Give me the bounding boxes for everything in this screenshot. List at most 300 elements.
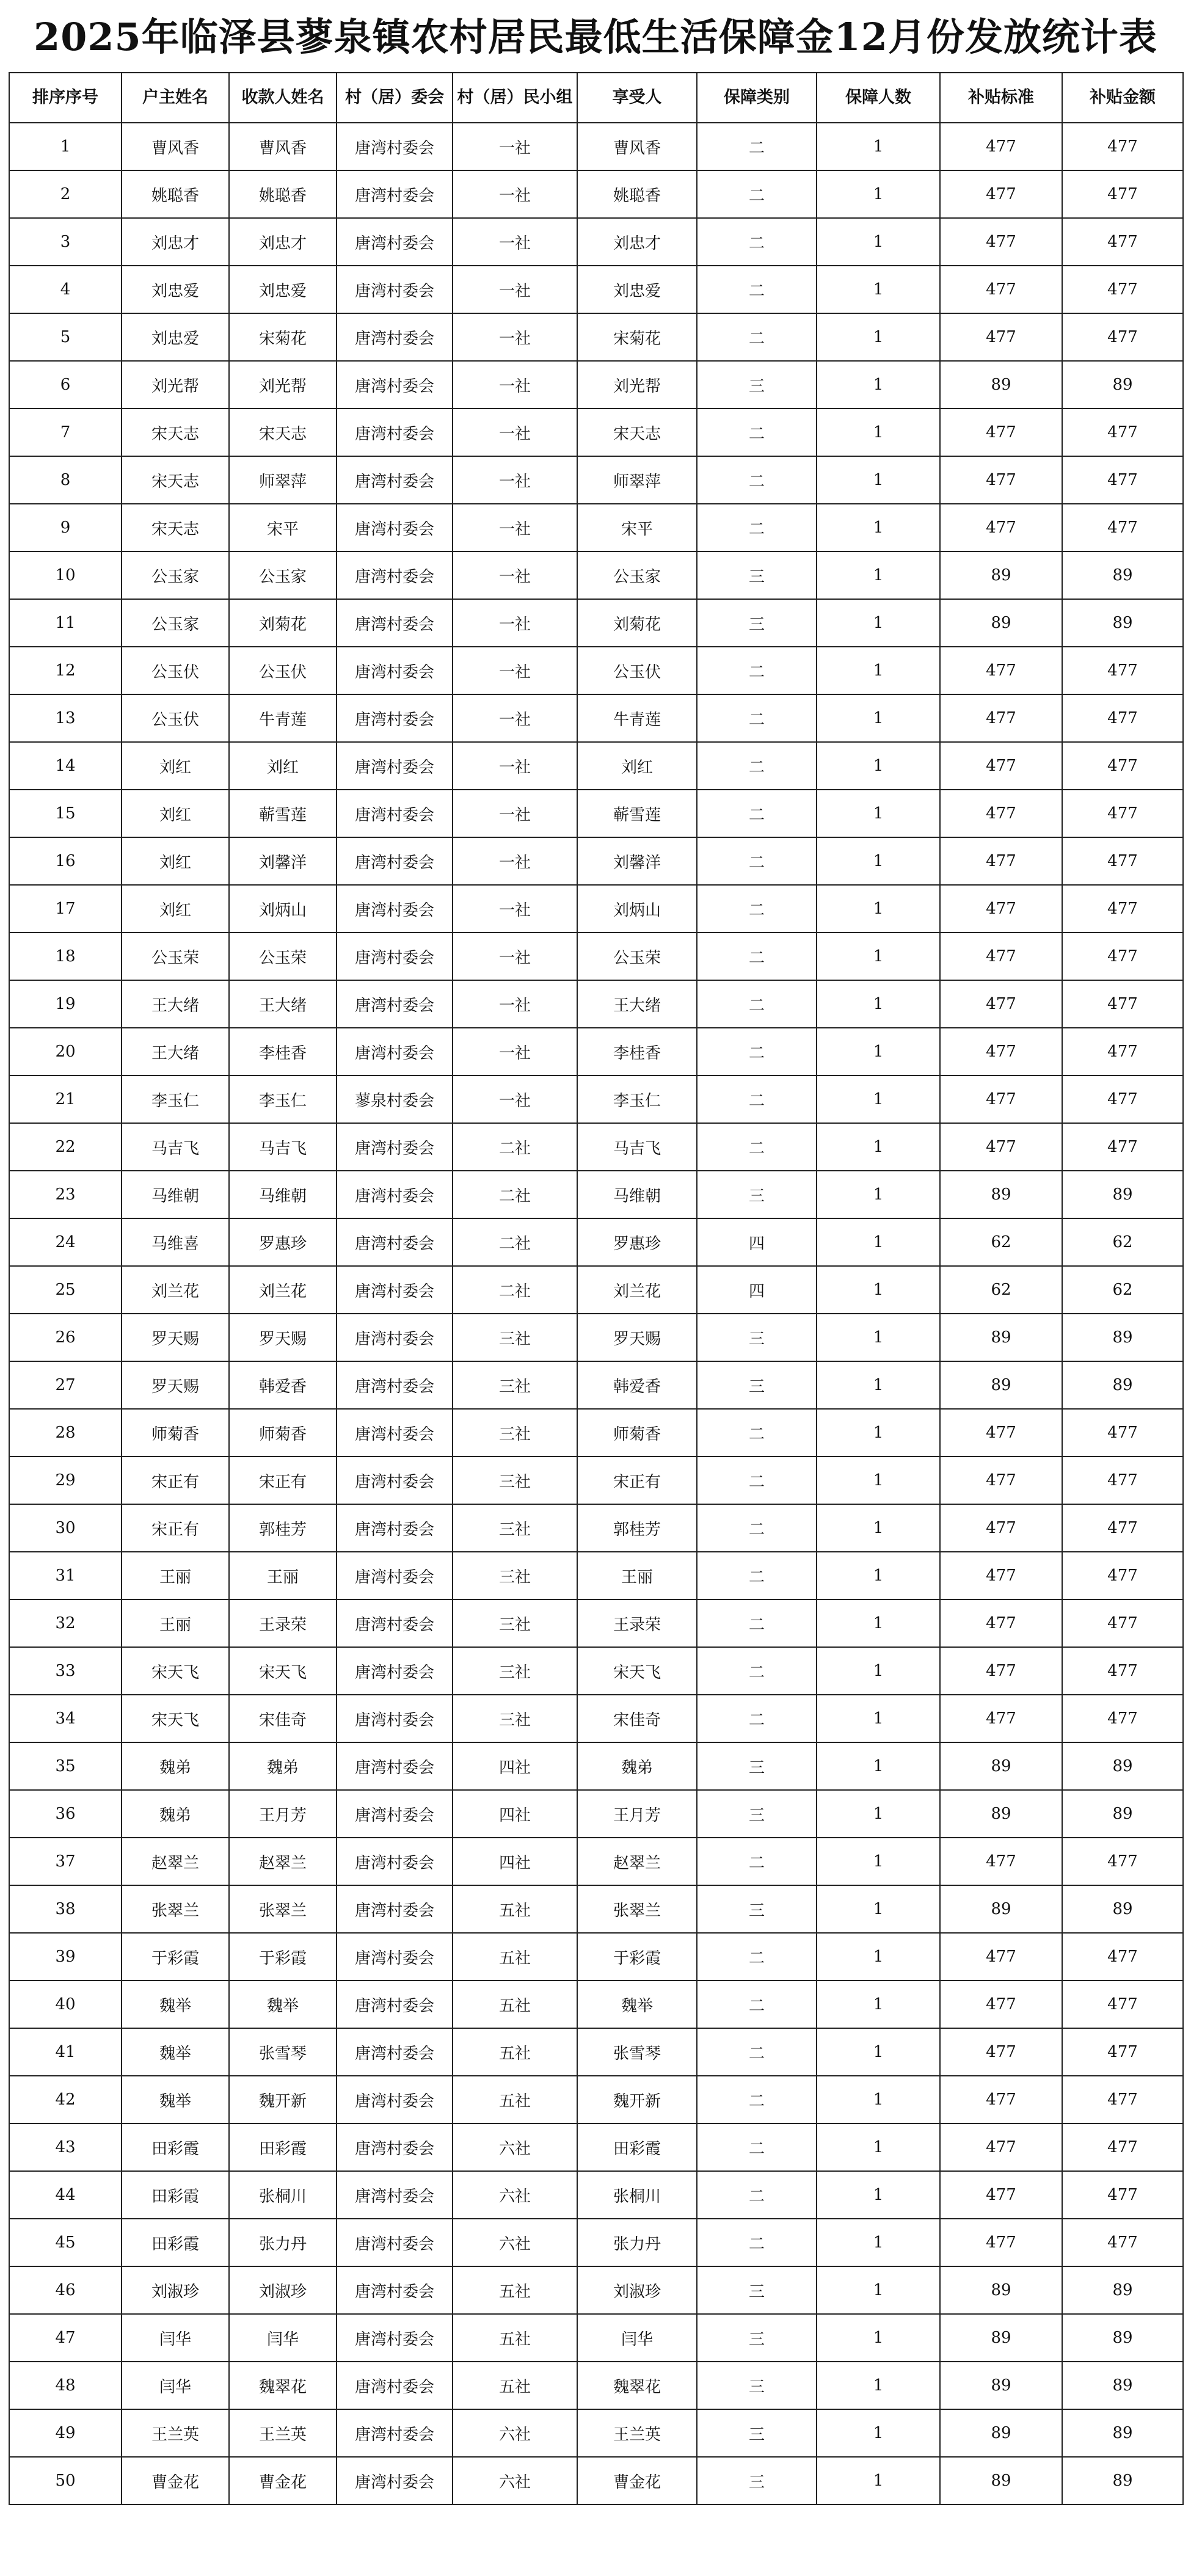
group-cell: 三社	[453, 1361, 577, 1409]
seq-cell: 22	[9, 1123, 122, 1171]
count-cell: 1	[817, 1981, 940, 2028]
payee-cell: 刘炳山	[229, 885, 337, 933]
table-row	[9, 694, 1183, 742]
count-cell: 1	[817, 2171, 940, 2219]
group-cell: 一社	[453, 837, 577, 885]
seq-cell: 19	[9, 980, 122, 1028]
beneficiary-cell: 师翠萍	[577, 456, 697, 504]
category-cell: 二	[697, 2171, 817, 2219]
payee-cell: 罗惠珍	[229, 1218, 337, 1266]
group-cell: 一社	[453, 647, 577, 694]
payee-cell: 刘忠爱	[229, 266, 337, 313]
payee-cell: 王丽	[229, 1552, 337, 1599]
count-cell: 1	[817, 742, 940, 790]
seq-cell: 14	[9, 742, 122, 790]
beneficiary-cell: 李桂香	[577, 1028, 697, 1075]
committee-cell: 唐湾村委会	[337, 1742, 453, 1790]
seq-cell: 9	[9, 504, 122, 551]
seq-cell: 45	[9, 2219, 122, 2266]
beneficiary-cell: 王丽	[577, 1552, 697, 1599]
householder-cell: 罗天赐	[122, 1361, 229, 1409]
category-cell: 二	[697, 837, 817, 885]
seq-cell: 49	[9, 2409, 122, 2457]
committee-cell: 唐湾村委会	[337, 1504, 453, 1552]
payee-cell: 师菊香	[229, 1409, 337, 1457]
group-cell: 五社	[453, 2314, 577, 2362]
amount-cell: 477	[1062, 409, 1183, 456]
payee-cell: 马吉飞	[229, 1123, 337, 1171]
category-cell: 二	[697, 313, 817, 361]
standard-cell: 477	[940, 2076, 1062, 2123]
count-cell: 1	[817, 837, 940, 885]
payee-cell: 刘忠才	[229, 218, 337, 266]
header-row	[9, 73, 1183, 123]
table-row	[9, 361, 1183, 409]
amount-cell: 477	[1062, 1028, 1183, 1075]
count-cell: 1	[817, 313, 940, 361]
standard-cell: 477	[940, 1552, 1062, 1599]
category-cell: 二	[697, 694, 817, 742]
payee-cell: 韩爱香	[229, 1361, 337, 1409]
householder-cell: 刘红	[122, 790, 229, 837]
householder-cell: 姚聪香	[122, 170, 229, 218]
group-cell: 一社	[453, 790, 577, 837]
count-cell: 1	[817, 2362, 940, 2409]
householder-cell: 魏举	[122, 2028, 229, 2076]
seq-cell: 21	[9, 1075, 122, 1123]
table-row	[9, 123, 1183, 170]
payee-cell: 张雪琴	[229, 2028, 337, 2076]
table-row	[9, 2076, 1183, 2123]
count-cell: 1	[817, 2409, 940, 2457]
group-cell: 一社	[453, 218, 577, 266]
payee-cell: 宋天飞	[229, 1647, 337, 1695]
householder-cell: 公玉伏	[122, 647, 229, 694]
amount-cell: 477	[1062, 504, 1183, 551]
header-count: 保障人数	[817, 73, 940, 123]
group-cell: 六社	[453, 2457, 577, 2505]
header-payee: 收款人姓名	[229, 73, 337, 123]
amount-cell: 477	[1062, 2076, 1183, 2123]
group-cell: 一社	[453, 313, 577, 361]
payee-cell: 曹风香	[229, 123, 337, 170]
payee-cell: 宋平	[229, 504, 337, 551]
seq-cell: 24	[9, 1218, 122, 1266]
category-cell: 二	[697, 1409, 817, 1457]
group-cell: 二社	[453, 1266, 577, 1314]
beneficiary-cell: 韩爱香	[577, 1361, 697, 1409]
payee-cell: 赵翠兰	[229, 1838, 337, 1885]
seq-cell: 46	[9, 2266, 122, 2314]
beneficiary-cell: 刘忠爱	[577, 266, 697, 313]
householder-cell: 宋正有	[122, 1457, 229, 1504]
committee-cell: 唐湾村委会	[337, 647, 453, 694]
category-cell: 三	[697, 2409, 817, 2457]
count-cell: 1	[817, 1409, 940, 1457]
householder-cell: 刘红	[122, 742, 229, 790]
group-cell: 二社	[453, 1171, 577, 1218]
seq-cell: 44	[9, 2171, 122, 2219]
amount-cell: 477	[1062, 933, 1183, 980]
payee-cell: 公玉荣	[229, 933, 337, 980]
committee-cell: 唐湾村委会	[337, 694, 453, 742]
table-row	[9, 742, 1183, 790]
table-row	[9, 980, 1183, 1028]
seq-cell: 30	[9, 1504, 122, 1552]
table-row	[9, 2123, 1183, 2171]
householder-cell: 刘红	[122, 885, 229, 933]
payee-cell: 宋正有	[229, 1457, 337, 1504]
householder-cell: 马吉飞	[122, 1123, 229, 1171]
amount-cell: 477	[1062, 2171, 1183, 2219]
seq-cell: 43	[9, 2123, 122, 2171]
amount-cell: 89	[1062, 2266, 1183, 2314]
category-cell: 三	[697, 2362, 817, 2409]
payee-cell: 蕲雪莲	[229, 790, 337, 837]
table-header	[9, 73, 1183, 123]
amount-cell: 89	[1062, 2457, 1183, 2505]
category-cell: 二	[697, 1457, 817, 1504]
group-cell: 三社	[453, 1695, 577, 1742]
amount-cell: 477	[1062, 837, 1183, 885]
table-row	[9, 1647, 1183, 1695]
payee-cell: 李桂香	[229, 1028, 337, 1075]
category-cell: 三	[697, 2266, 817, 2314]
amount-cell: 477	[1062, 694, 1183, 742]
table-row	[9, 1171, 1183, 1218]
committee-cell: 唐湾村委会	[337, 2409, 453, 2457]
amount-cell: 477	[1062, 1552, 1183, 1599]
householder-cell: 田彩霞	[122, 2123, 229, 2171]
committee-cell: 唐湾村委会	[337, 1314, 453, 1361]
table-row	[9, 1695, 1183, 1742]
table-body	[9, 123, 1183, 2505]
count-cell: 1	[817, 456, 940, 504]
group-cell: 三社	[453, 1409, 577, 1457]
amount-cell: 477	[1062, 1981, 1183, 2028]
householder-cell: 曹风香	[122, 123, 229, 170]
seq-cell: 31	[9, 1552, 122, 1599]
beneficiary-cell: 郭桂芳	[577, 1504, 697, 1552]
committee-cell: 唐湾村委会	[337, 2457, 453, 2505]
count-cell: 1	[817, 2266, 940, 2314]
payee-cell: 马维朝	[229, 1171, 337, 1218]
amount-cell: 477	[1062, 218, 1183, 266]
householder-cell: 刘红	[122, 837, 229, 885]
committee-cell: 唐湾村委会	[337, 1123, 453, 1171]
group-cell: 五社	[453, 1885, 577, 1933]
standard-cell: 477	[940, 2219, 1062, 2266]
standard-cell: 477	[940, 1838, 1062, 1885]
group-cell: 六社	[453, 2219, 577, 2266]
householder-cell: 王大绪	[122, 1028, 229, 1075]
committee-cell: 唐湾村委会	[337, 1599, 453, 1647]
category-cell: 三	[697, 1790, 817, 1838]
header-committee: 村（居）委会	[337, 73, 453, 123]
table-row	[9, 2171, 1183, 2219]
committee-cell: 唐湾村委会	[337, 1838, 453, 1885]
amount-cell: 477	[1062, 266, 1183, 313]
category-cell: 三	[697, 1885, 817, 1933]
payee-cell: 刘兰花	[229, 1266, 337, 1314]
count-cell: 1	[817, 1790, 940, 1838]
committee-cell: 唐湾村委会	[337, 361, 453, 409]
beneficiary-cell: 罗惠珍	[577, 1218, 697, 1266]
payee-cell: 王兰英	[229, 2409, 337, 2457]
group-cell: 一社	[453, 551, 577, 599]
group-cell: 一社	[453, 599, 577, 647]
amount-cell: 477	[1062, 790, 1183, 837]
group-cell: 三社	[453, 1314, 577, 1361]
category-cell: 三	[697, 1171, 817, 1218]
table-row	[9, 1599, 1183, 1647]
committee-cell: 唐湾村委会	[337, 313, 453, 361]
payee-cell: 郭桂芳	[229, 1504, 337, 1552]
beneficiary-cell: 赵翠兰	[577, 1838, 697, 1885]
committee-cell: 唐湾村委会	[337, 1171, 453, 1218]
header-beneficiary: 享受人	[577, 73, 697, 123]
standard-cell: 89	[940, 1885, 1062, 1933]
amount-cell: 89	[1062, 551, 1183, 599]
table-row	[9, 1075, 1183, 1123]
seq-cell: 37	[9, 1838, 122, 1885]
beneficiary-cell: 刘光帮	[577, 361, 697, 409]
beneficiary-cell: 田彩霞	[577, 2123, 697, 2171]
seq-cell: 35	[9, 1742, 122, 1790]
standard-cell: 477	[940, 409, 1062, 456]
amount-cell: 477	[1062, 2123, 1183, 2171]
householder-cell: 田彩霞	[122, 2171, 229, 2219]
table-row	[9, 1266, 1183, 1314]
beneficiary-cell: 马维朝	[577, 1171, 697, 1218]
category-cell: 三	[697, 361, 817, 409]
amount-cell: 477	[1062, 2028, 1183, 2076]
householder-cell: 刘忠才	[122, 218, 229, 266]
amount-cell: 477	[1062, 885, 1183, 933]
table-row	[9, 1790, 1183, 1838]
group-cell: 一社	[453, 409, 577, 456]
standard-cell: 477	[940, 885, 1062, 933]
householder-cell: 师菊香	[122, 1409, 229, 1457]
amount-cell: 477	[1062, 1647, 1183, 1695]
seq-cell: 34	[9, 1695, 122, 1742]
group-cell: 四社	[453, 1742, 577, 1790]
count-cell: 1	[817, 1361, 940, 1409]
beneficiary-cell: 刘红	[577, 742, 697, 790]
amount-cell: 477	[1062, 313, 1183, 361]
householder-cell: 刘光帮	[122, 361, 229, 409]
standard-cell: 477	[940, 1409, 1062, 1457]
count-cell: 1	[817, 1218, 940, 1266]
payee-cell: 王大绪	[229, 980, 337, 1028]
count-cell: 1	[817, 551, 940, 599]
beneficiary-cell: 宋平	[577, 504, 697, 551]
beneficiary-cell: 王兰英	[577, 2409, 697, 2457]
table-row	[9, 1981, 1183, 2028]
category-cell: 二	[697, 1504, 817, 1552]
committee-cell: 唐湾村委会	[337, 2266, 453, 2314]
count-cell: 1	[817, 1266, 940, 1314]
committee-cell: 唐湾村委会	[337, 1409, 453, 1457]
committee-cell: 唐湾村委会	[337, 1218, 453, 1266]
table-row	[9, 2314, 1183, 2362]
householder-cell: 魏弟	[122, 1790, 229, 1838]
seq-cell: 11	[9, 599, 122, 647]
standard-cell: 477	[940, 837, 1062, 885]
committee-cell: 唐湾村委会	[337, 266, 453, 313]
committee-cell: 唐湾村委会	[337, 742, 453, 790]
statistics-table	[9, 72, 1184, 2505]
seq-cell: 12	[9, 647, 122, 694]
category-cell: 二	[697, 1028, 817, 1075]
amount-cell: 477	[1062, 980, 1183, 1028]
beneficiary-cell: 刘忠才	[577, 218, 697, 266]
seq-cell: 27	[9, 1361, 122, 1409]
standard-cell: 89	[940, 361, 1062, 409]
beneficiary-cell: 马吉飞	[577, 1123, 697, 1171]
committee-cell: 唐湾村委会	[337, 933, 453, 980]
category-cell: 三	[697, 599, 817, 647]
beneficiary-cell: 曹风香	[577, 123, 697, 170]
payee-cell: 魏举	[229, 1981, 337, 2028]
standard-cell: 477	[940, 980, 1062, 1028]
amount-cell: 477	[1062, 2219, 1183, 2266]
standard-cell: 477	[940, 647, 1062, 694]
beneficiary-cell: 罗天赐	[577, 1314, 697, 1361]
amount-cell: 89	[1062, 1171, 1183, 1218]
payee-cell: 于彩霞	[229, 1933, 337, 1981]
standard-cell: 477	[940, 313, 1062, 361]
group-cell: 六社	[453, 2123, 577, 2171]
table-row	[9, 1885, 1183, 1933]
group-cell: 二社	[453, 1218, 577, 1266]
table-row	[9, 266, 1183, 313]
amount-cell: 477	[1062, 123, 1183, 170]
group-cell: 二社	[453, 1123, 577, 1171]
table-row	[9, 1457, 1183, 1504]
standard-cell: 89	[940, 599, 1062, 647]
group-cell: 六社	[453, 2409, 577, 2457]
group-cell: 一社	[453, 123, 577, 170]
count-cell: 1	[817, 980, 940, 1028]
seq-cell: 8	[9, 456, 122, 504]
table-row	[9, 1933, 1183, 1981]
category-cell: 二	[697, 647, 817, 694]
beneficiary-cell: 公玉伏	[577, 647, 697, 694]
category-cell: 二	[697, 1552, 817, 1599]
committee-cell: 唐湾村委会	[337, 790, 453, 837]
table-row	[9, 647, 1183, 694]
seq-cell: 15	[9, 790, 122, 837]
committee-cell: 唐湾村委会	[337, 2314, 453, 2362]
beneficiary-cell: 宋佳奇	[577, 1695, 697, 1742]
committee-cell: 唐湾村委会	[337, 551, 453, 599]
amount-cell: 89	[1062, 2362, 1183, 2409]
committee-cell: 唐湾村委会	[337, 409, 453, 456]
category-cell: 二	[697, 218, 817, 266]
group-cell: 五社	[453, 1981, 577, 2028]
beneficiary-cell: 魏弟	[577, 1742, 697, 1790]
category-cell: 三	[697, 2457, 817, 2505]
category-cell: 二	[697, 409, 817, 456]
category-cell: 二	[697, 933, 817, 980]
householder-cell: 公玉家	[122, 599, 229, 647]
payee-cell: 张力丹	[229, 2219, 337, 2266]
group-cell: 六社	[453, 2171, 577, 2219]
category-cell: 二	[697, 1075, 817, 1123]
householder-cell: 闫华	[122, 2314, 229, 2362]
group-cell: 一社	[453, 1028, 577, 1075]
payee-cell: 姚聪香	[229, 170, 337, 218]
amount-cell: 62	[1062, 1218, 1183, 1266]
committee-cell: 唐湾村委会	[337, 218, 453, 266]
category-cell: 二	[697, 1981, 817, 2028]
seq-cell: 38	[9, 1885, 122, 1933]
beneficiary-cell: 刘炳山	[577, 885, 697, 933]
payee-cell: 田彩霞	[229, 2123, 337, 2171]
group-cell: 一社	[453, 361, 577, 409]
committee-cell: 唐湾村委会	[337, 1457, 453, 1504]
beneficiary-cell: 王月芳	[577, 1790, 697, 1838]
beneficiary-cell: 刘菊花	[577, 599, 697, 647]
count-cell: 1	[817, 266, 940, 313]
standard-cell: 477	[940, 933, 1062, 980]
beneficiary-cell: 蕲雪莲	[577, 790, 697, 837]
category-cell: 二	[697, 2219, 817, 2266]
header-group: 村（居）民小组	[453, 73, 577, 123]
count-cell: 1	[817, 409, 940, 456]
committee-cell: 唐湾村委会	[337, 1695, 453, 1742]
category-cell: 二	[697, 885, 817, 933]
count-cell: 1	[817, 1457, 940, 1504]
standard-cell: 89	[940, 1790, 1062, 1838]
beneficiary-cell: 张桐川	[577, 2171, 697, 2219]
beneficiary-cell: 刘淑珍	[577, 2266, 697, 2314]
amount-cell: 477	[1062, 647, 1183, 694]
amount-cell: 477	[1062, 742, 1183, 790]
category-cell: 二	[697, 1647, 817, 1695]
committee-cell: 唐湾村委会	[337, 1552, 453, 1599]
seq-cell: 4	[9, 266, 122, 313]
seq-cell: 48	[9, 2362, 122, 2409]
seq-cell: 6	[9, 361, 122, 409]
category-cell: 二	[697, 504, 817, 551]
standard-cell: 89	[940, 1361, 1062, 1409]
category-cell: 二	[697, 980, 817, 1028]
group-cell: 一社	[453, 980, 577, 1028]
beneficiary-cell: 曹金花	[577, 2457, 697, 2505]
amount-cell: 89	[1062, 361, 1183, 409]
count-cell: 1	[817, 504, 940, 551]
header-householder: 户主姓名	[122, 73, 229, 123]
householder-cell: 王丽	[122, 1552, 229, 1599]
standard-cell: 477	[940, 218, 1062, 266]
table-row	[9, 218, 1183, 266]
committee-cell: 唐湾村委会	[337, 2123, 453, 2171]
standard-cell: 89	[940, 2457, 1062, 2505]
table-row	[9, 170, 1183, 218]
payee-cell: 师翠萍	[229, 456, 337, 504]
householder-cell: 公玉荣	[122, 933, 229, 980]
beneficiary-cell: 宋天飞	[577, 1647, 697, 1695]
beneficiary-cell: 闫华	[577, 2314, 697, 2362]
seq-cell: 47	[9, 2314, 122, 2362]
beneficiary-cell: 姚聪香	[577, 170, 697, 218]
count-cell: 1	[817, 2028, 940, 2076]
count-cell: 1	[817, 218, 940, 266]
householder-cell: 马维喜	[122, 1218, 229, 1266]
standard-cell: 477	[940, 1981, 1062, 2028]
